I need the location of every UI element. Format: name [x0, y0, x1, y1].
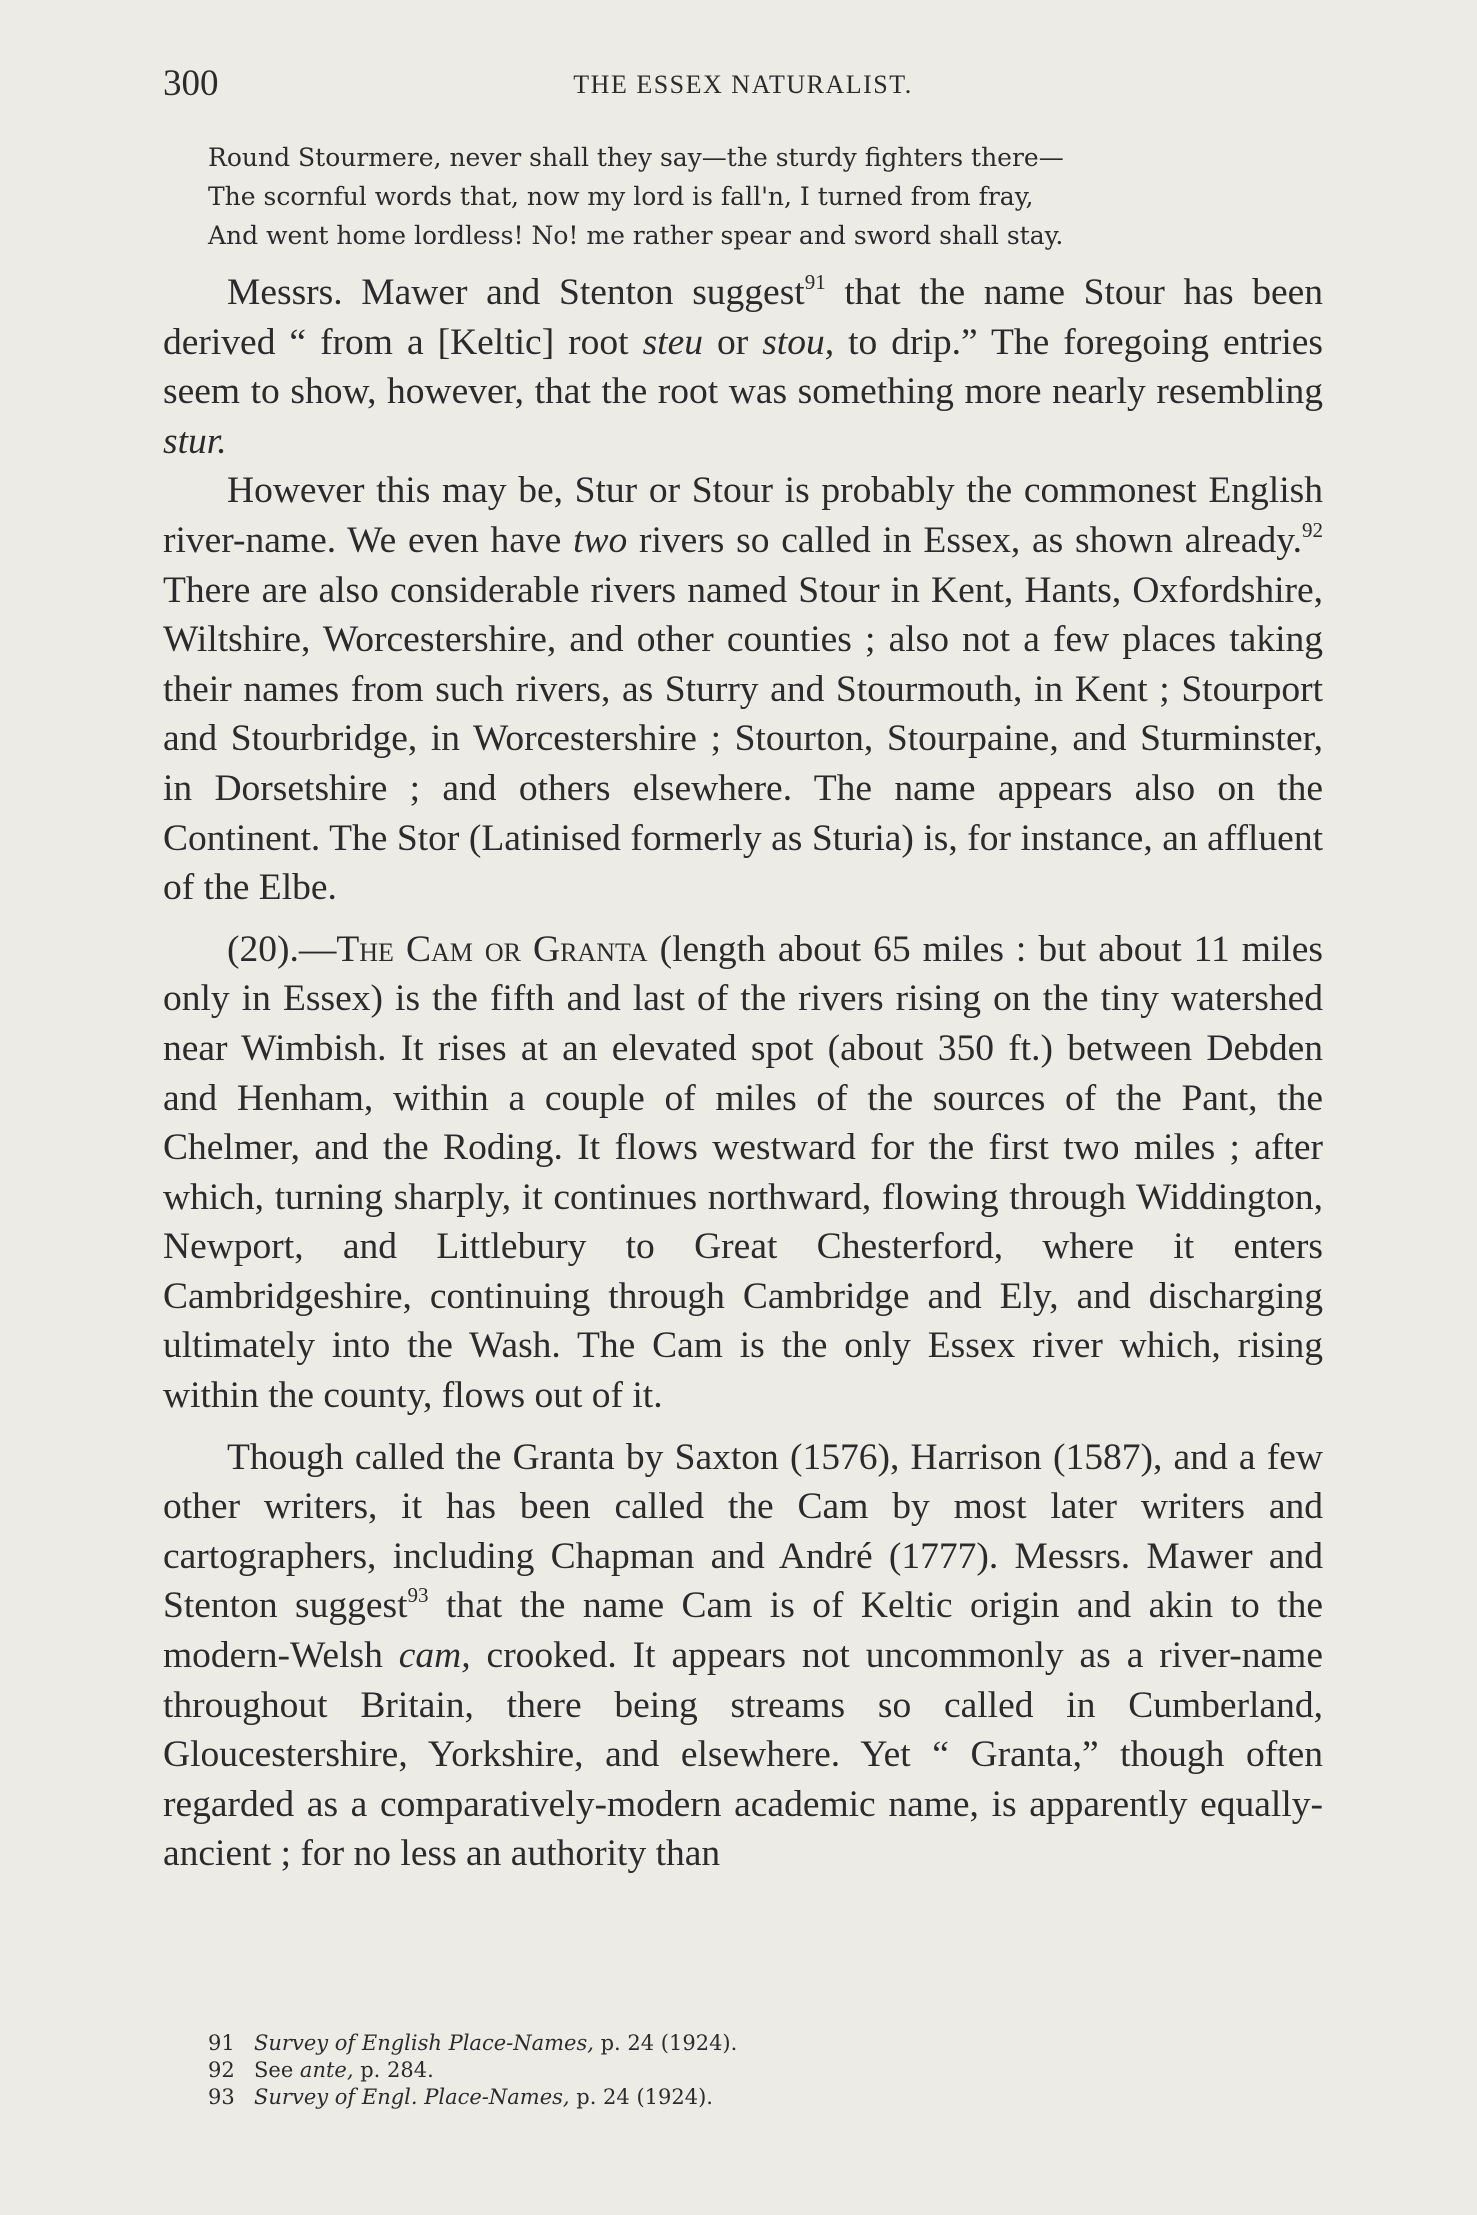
verse-line: The scornful words that, now my lord is fall'n, I turned from fray, — [208, 182, 1034, 211]
paragraph-cam-granta: (20).—The Cam or Granta (length about 65 miles : but about 11 miles only in Essex) is the fifth and last of the rivers rising on the tiny watershed near Wimbish. It rises at an elevated spot (about 350 ft.) between Debden and Henham, within a couple of miles of the sources of the Pant, the Chelmer, and the Roding. It flows westward for the first two miles ; after which, turning sharply, it continues northward, flowing through Widdington, Newport, and Littlebury to Great Chesterford, where it enters Cambridgeshire, continuing through Cambridge and Ely, and discharging ultimately into the Wash. The Cam is the only Essex river which, rising within the county, flows out of it. — [163, 928, 1323, 1417]
verse-line: Round Stourmere, never shall they say—the sturdy fighters there— — [208, 143, 1064, 172]
footnote-93: 93 Survey of Engl. Place-Names, p. 24 (1924). — [208, 2085, 713, 2109]
paragraph-cam-name: Though called the Granta by Saxton (1576), Harrison (1587), and a few other writers, it has been called the Cam by most later writers and cartographers, including Chapman and André (1777). Messrs. Mawer and Stenton suggest$^{93}$ that the name Cam is of Keltic origin and akin to the modern-Welsh cam, crooked. It appears not uncommonly as a river-name throughout Britain, there being streams so called in Cumberland, Gloucestershire, Yorkshire, and elsewhere. Yet “ Granta,” though often regarded as a comparatively-modern academic name, is apparently equally-ancient ; for no less an authority than — [163, 1436, 1323, 1875]
footnote-92: 92 See ante, p. 284. — [208, 2058, 434, 2082]
page-header — [163, 62, 1323, 112]
body-text — [163, 268, 1323, 1879]
page-number: 300 — [163, 63, 219, 104]
footnote-ref-91: 91 — [804, 270, 826, 294]
footnote-91: 91 Survey of English Place-Names, p. 24 (1924). — [208, 2031, 738, 2055]
running-title: THE ESSEX NATURALIST. — [573, 70, 913, 99]
paragraph-stour-etymology: Messrs. Mawer and Stenton suggest$^{91}$ that the name Stour has been derived “ from a [Keltic] root steu or stou, to drip.” The foregoing entries seem to show, however, that the root was something more nearly resembling stur. — [163, 270, 1323, 462]
verse-line: And went home lordless! No! me rather spear and sword shall stay. — [208, 221, 1064, 250]
footnote-ref-92: 92 — [1302, 517, 1323, 542]
section-heading: The Cam or Granta — [336, 928, 648, 970]
footnote-ref-93: 93 — [407, 1583, 429, 1608]
paragraph-stour-rivers: However this may be, Stur or Stour is probably the commonest English river-name. We even have two rivers so called in Essex, as shown already.$^{92}$ There are also considerable rivers named Stour in Kent, Hants, Oxfordshire, Wiltshire, Worcestershire, and other counties ; also not a few places taking their names from such rivers, as Sturry and Stourmouth, in Kent ; Stourport and Stourbridge, in Worcestershire ; Stourton, Stourpaine, and Sturminster, in Dorsetshire ; and others elsewhere. The name appears also on the Continent. The Stor (Latinised formerly as Sturia) is, for instance, an affluent of the Elbe. — [163, 470, 1323, 909]
verse-quotation — [208, 138, 1323, 255]
footnotes — [208, 2030, 1308, 2111]
